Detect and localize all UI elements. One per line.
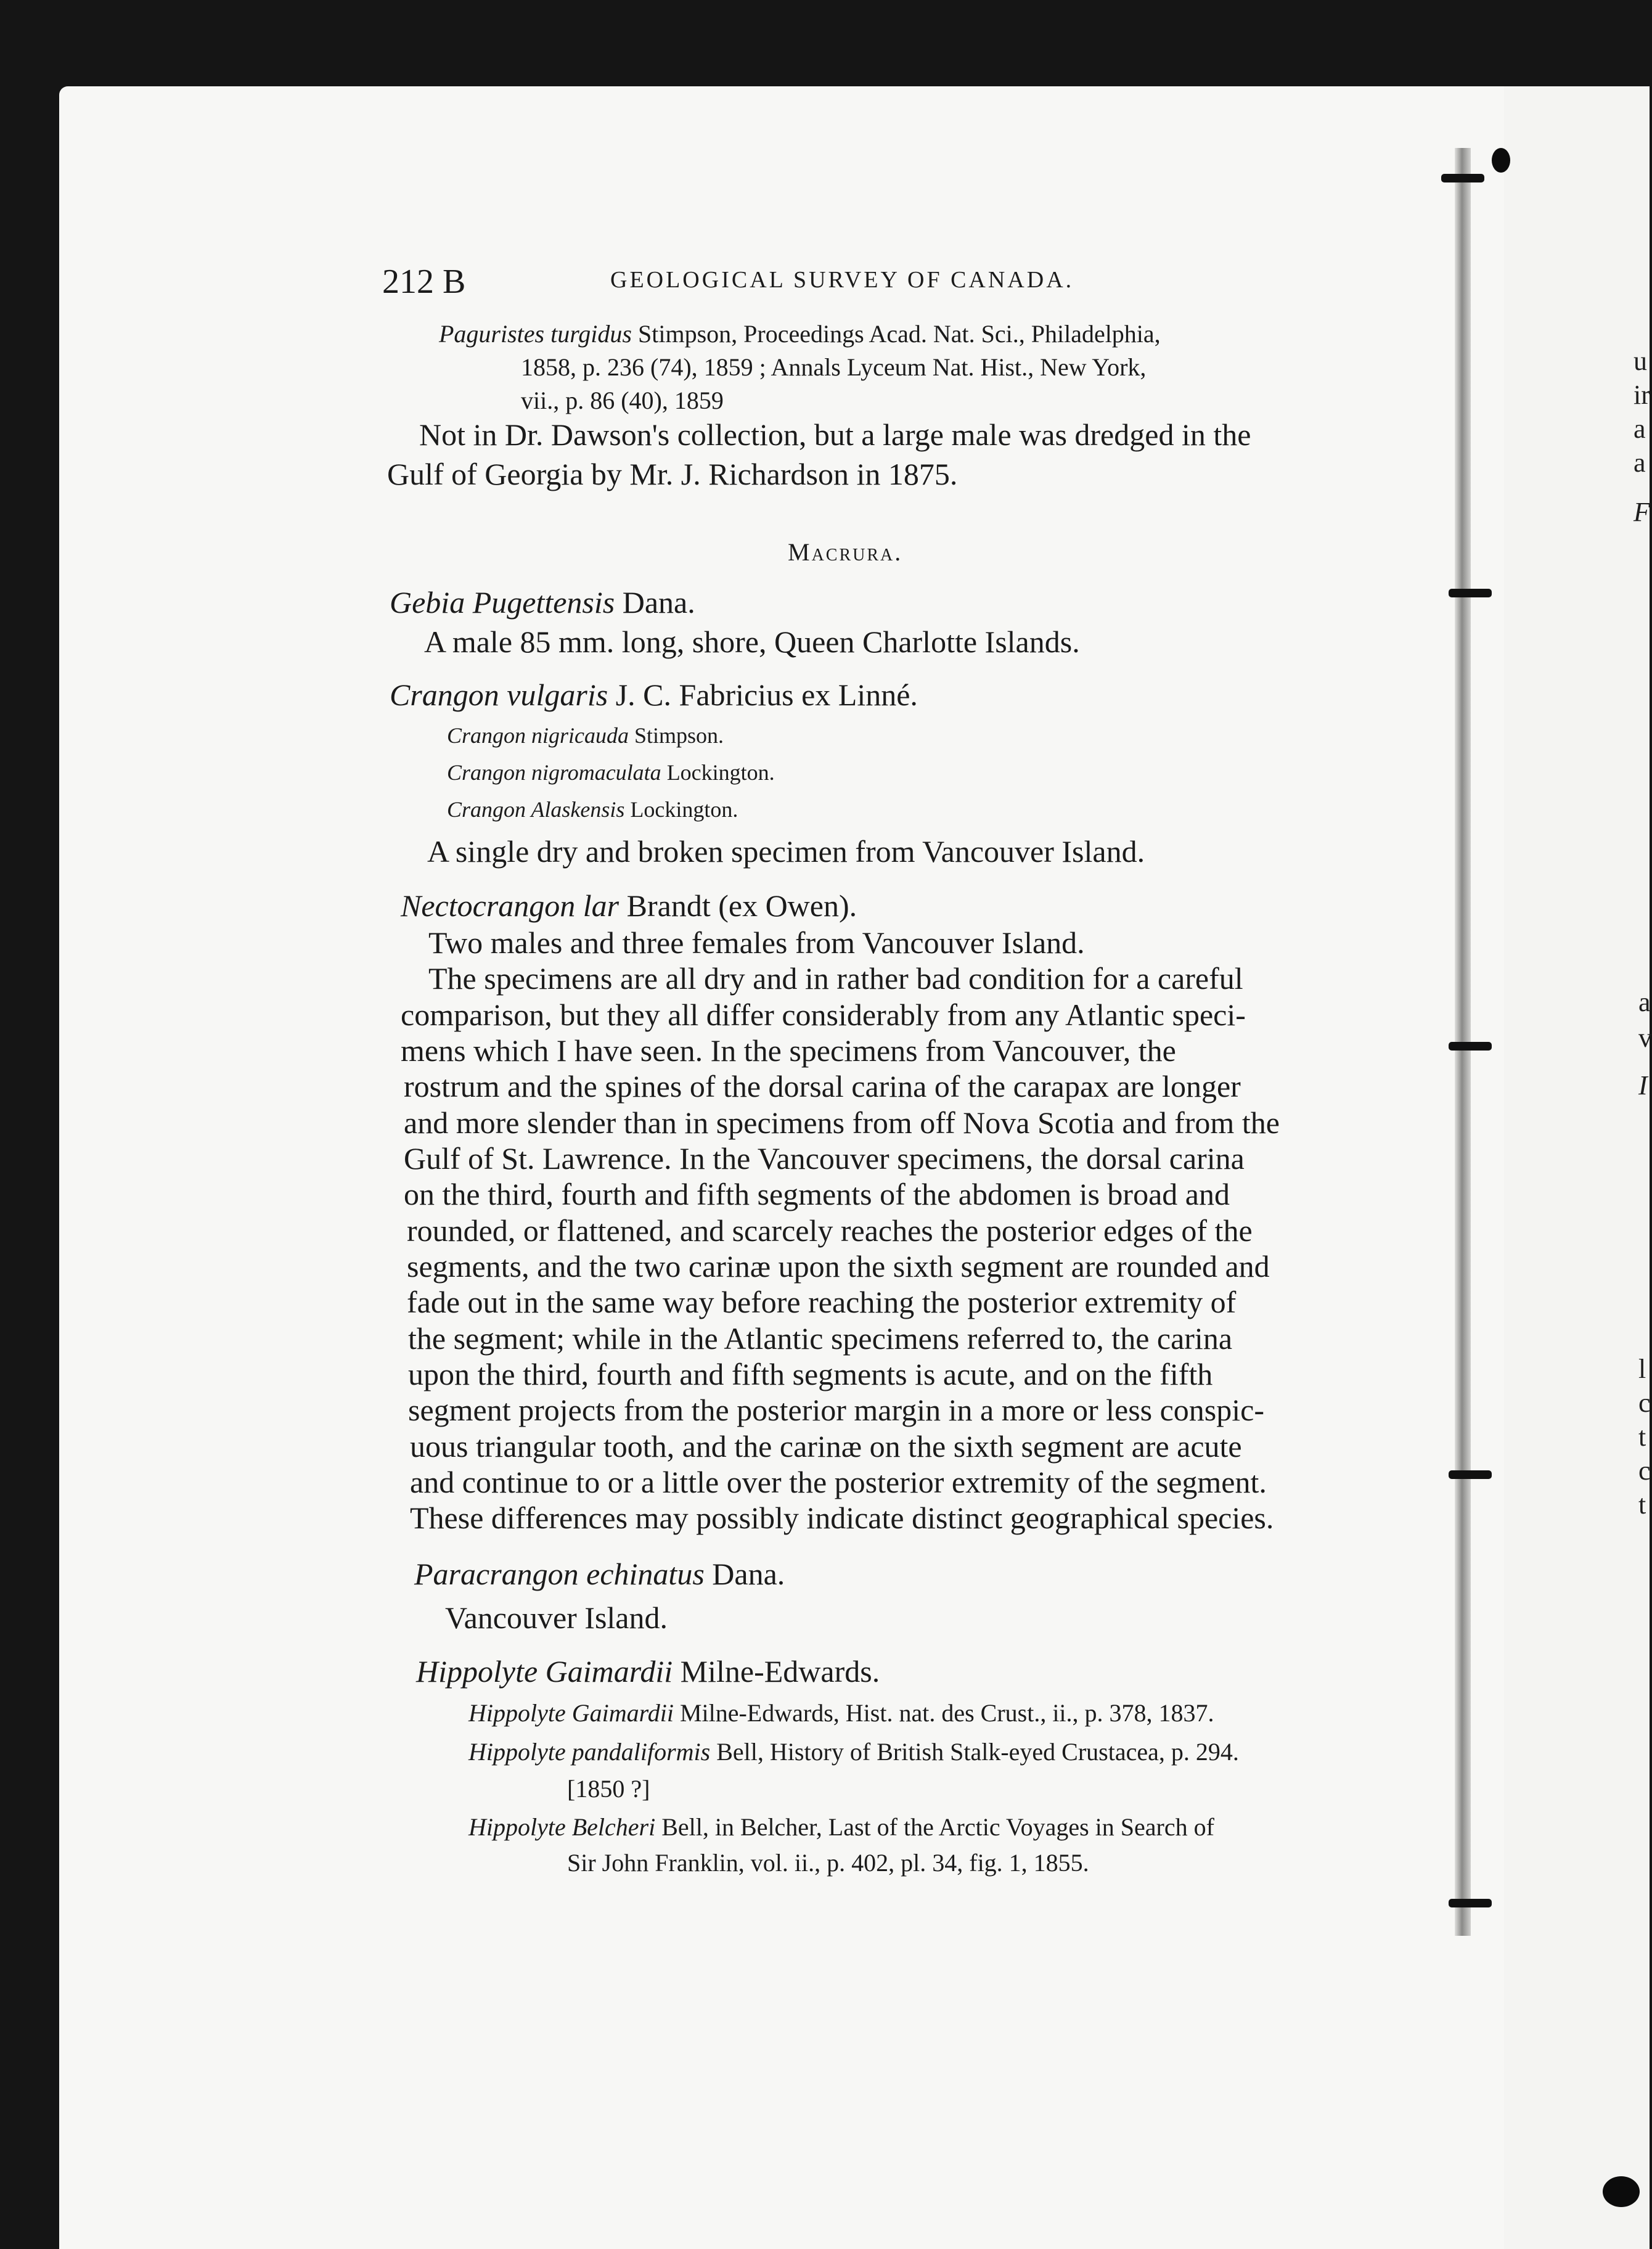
- section-heading: Macrura.: [788, 538, 903, 566]
- taxon-name: Crangon nigromaculata: [447, 760, 661, 785]
- taxon-name: Crangon Alaskensis: [447, 797, 625, 822]
- facing-page-fragment: v: [1638, 1023, 1652, 1053]
- synonym-line: [468, 1813, 1214, 1841]
- paragraph-line: Gulf of St. Lawrence. In the Vancouver specimens, the dorsal carina: [404, 1141, 1245, 1176]
- paragraph-line: rostrum and the spines of the dorsal carina of the carapax are longer: [404, 1069, 1241, 1104]
- ink-blot: [1603, 2176, 1640, 2207]
- species-heading: [416, 1653, 880, 1689]
- citation: Stimpson, Proceedings Acad. Nat. Sci., Philadelphia,: [638, 320, 1161, 348]
- taxon-author: Lockington.: [666, 760, 775, 785]
- paragraph-line: and continue to or a little over the posterior extremity of the segment.: [410, 1465, 1267, 1499]
- taxon-author: Stimpson.: [634, 723, 724, 748]
- taxon-name: Paguristes turgidus: [439, 320, 632, 348]
- facing-page-fragment: u: [1634, 346, 1647, 376]
- spine-ink-mark: [1441, 174, 1484, 182]
- taxon-author: Brandt (ex Owen).: [626, 888, 857, 923]
- paragraph-line: mens which I have seen. In the specimens from Vancouver, the: [401, 1033, 1176, 1068]
- paragraph-line: segment projects from the posterior margin in a more or less conspic-: [408, 1393, 1264, 1427]
- facing-page-edge: [1504, 86, 1650, 2249]
- citation-continuation: vii., p. 86 (40), 1859: [521, 387, 724, 414]
- taxon-name: Crangon vulgaris: [390, 678, 608, 712]
- synonym-line: [447, 760, 775, 785]
- paragraph-line: upon the third, fourth and fifth segments is acute, and on the fifth: [408, 1357, 1213, 1391]
- facing-page-fragment: l: [1638, 1354, 1646, 1384]
- page-number: 212 B: [382, 263, 466, 301]
- paragraph-line: the segment; while in the Atlantic specimens referred to, the carina: [408, 1321, 1233, 1356]
- taxon-name: Gebia Pugettensis: [390, 585, 615, 620]
- species-heading: [401, 888, 857, 924]
- taxon-author: Milne-Edwards.: [680, 1654, 880, 1689]
- species-heading: [414, 1556, 785, 1592]
- paragraph-line: rounded, or flattened, and scarcely reaches the posterior edges of the: [407, 1213, 1253, 1248]
- facing-page-fragment: a: [1634, 414, 1646, 444]
- citation: Bell, History of British Stalk-eyed Crustacea, p. 294.: [716, 1738, 1239, 1766]
- taxon-name: Paracrangon echinatus: [414, 1557, 705, 1591]
- facing-page-fragment: a: [1638, 987, 1651, 1017]
- citation: Milne-Edwards, Hist. nat. des Crust., ii., p. 378, 1837.: [679, 1699, 1214, 1727]
- spine-ink-mark: [1449, 1899, 1492, 1907]
- taxon-name: Hippolyte Gaimardii: [468, 1699, 674, 1727]
- text-line: Gulf of Georgia by Mr. J. Richardson in 1875.: [387, 457, 958, 491]
- synonym-line: [447, 797, 738, 822]
- citation-continuation: Sir John Franklin, vol. ii., p. 402, pl. 34, fig. 1, 1855.: [567, 1849, 1089, 1877]
- taxon-author: Dana.: [622, 585, 695, 620]
- text-line: A male 85 mm. long, shore, Queen Charlotte Islands.: [424, 625, 1080, 659]
- text-line: Vancouver Island.: [445, 1600, 668, 1635]
- spine-ink-mark: [1449, 1470, 1492, 1479]
- taxon-name: Hippolyte pandaliformis: [468, 1738, 711, 1766]
- taxon-name: Nectocrangon lar: [401, 888, 620, 923]
- citation-continuation: 1858, p. 236 (74), 1859 ; Annals Lyceum Nat. Hist., New York,: [521, 353, 1147, 381]
- facing-page-fragment: I: [1638, 1070, 1648, 1100]
- facing-page-fragment: c: [1638, 1388, 1651, 1418]
- paragraph-line: fade out in the same way before reaching the posterior extremity of: [407, 1285, 1237, 1319]
- paragraph-line: segments, and the two carinæ upon the sixth segment are rounded and: [407, 1249, 1270, 1284]
- paragraph-line: on the third, fourth and fifth segments of the abdomen is broad and: [404, 1177, 1230, 1211]
- facing-page-fragment: t: [1638, 1422, 1646, 1452]
- synonym-line: [468, 1737, 1239, 1766]
- taxon-name: Hippolyte Belcheri: [468, 1813, 656, 1841]
- citation-continuation: [1850 ?]: [567, 1775, 650, 1803]
- text-line: Two males and three females from Vancouver Island.: [428, 925, 1085, 960]
- facing-page-fragment: ir: [1634, 380, 1650, 410]
- taxon-name: Hippolyte Gaimardii: [416, 1654, 673, 1689]
- species-heading: [390, 677, 918, 713]
- running-title: GEOLOGICAL SURVEY OF CANADA.: [610, 267, 1074, 293]
- paragraph-line: comparison, but they all differ considerably from any Atlantic speci-: [401, 998, 1246, 1032]
- spine-ink-mark: [1449, 1042, 1492, 1051]
- facing-page-fragment: a: [1634, 448, 1646, 478]
- spine-ink-mark: [1449, 589, 1492, 597]
- facing-page-fragment: t: [1638, 1489, 1646, 1520]
- facing-page-fragment: F: [1634, 497, 1650, 527]
- text-line: A single dry and broken specimen from Vancouver Island.: [427, 834, 1145, 869]
- synonym-line: [468, 1698, 1214, 1727]
- citation: Bell, in Belcher, Last of the Arctic Voyages in Search of: [661, 1813, 1214, 1841]
- taxon-name: Crangon nigricauda: [447, 723, 629, 748]
- text-line: Not in Dr. Dawson's collection, but a large male was dredged in the: [419, 417, 1251, 452]
- paragraph-line: uous triangular tooth, and the carinæ on the sixth segment are acute: [410, 1429, 1242, 1464]
- taxon-author: Dana.: [712, 1557, 785, 1591]
- ink-blot: [1492, 148, 1510, 173]
- synonym-line: [439, 319, 1161, 348]
- paragraph-line: These differences may possibly indicate distinct geographical species.: [410, 1501, 1274, 1535]
- taxon-author: J. C. Fabricius ex Linné.: [615, 678, 918, 712]
- taxon-author: Lockington.: [630, 797, 738, 822]
- facing-page-fragment: c: [1638, 1456, 1651, 1486]
- species-heading: [390, 584, 695, 620]
- paragraph-line: The specimens are all dry and in rather bad condition for a careful: [428, 961, 1243, 996]
- paragraph-line: and more slender than in specimens from off Nova Scotia and from the: [404, 1105, 1280, 1140]
- synonym-line: [447, 723, 724, 748]
